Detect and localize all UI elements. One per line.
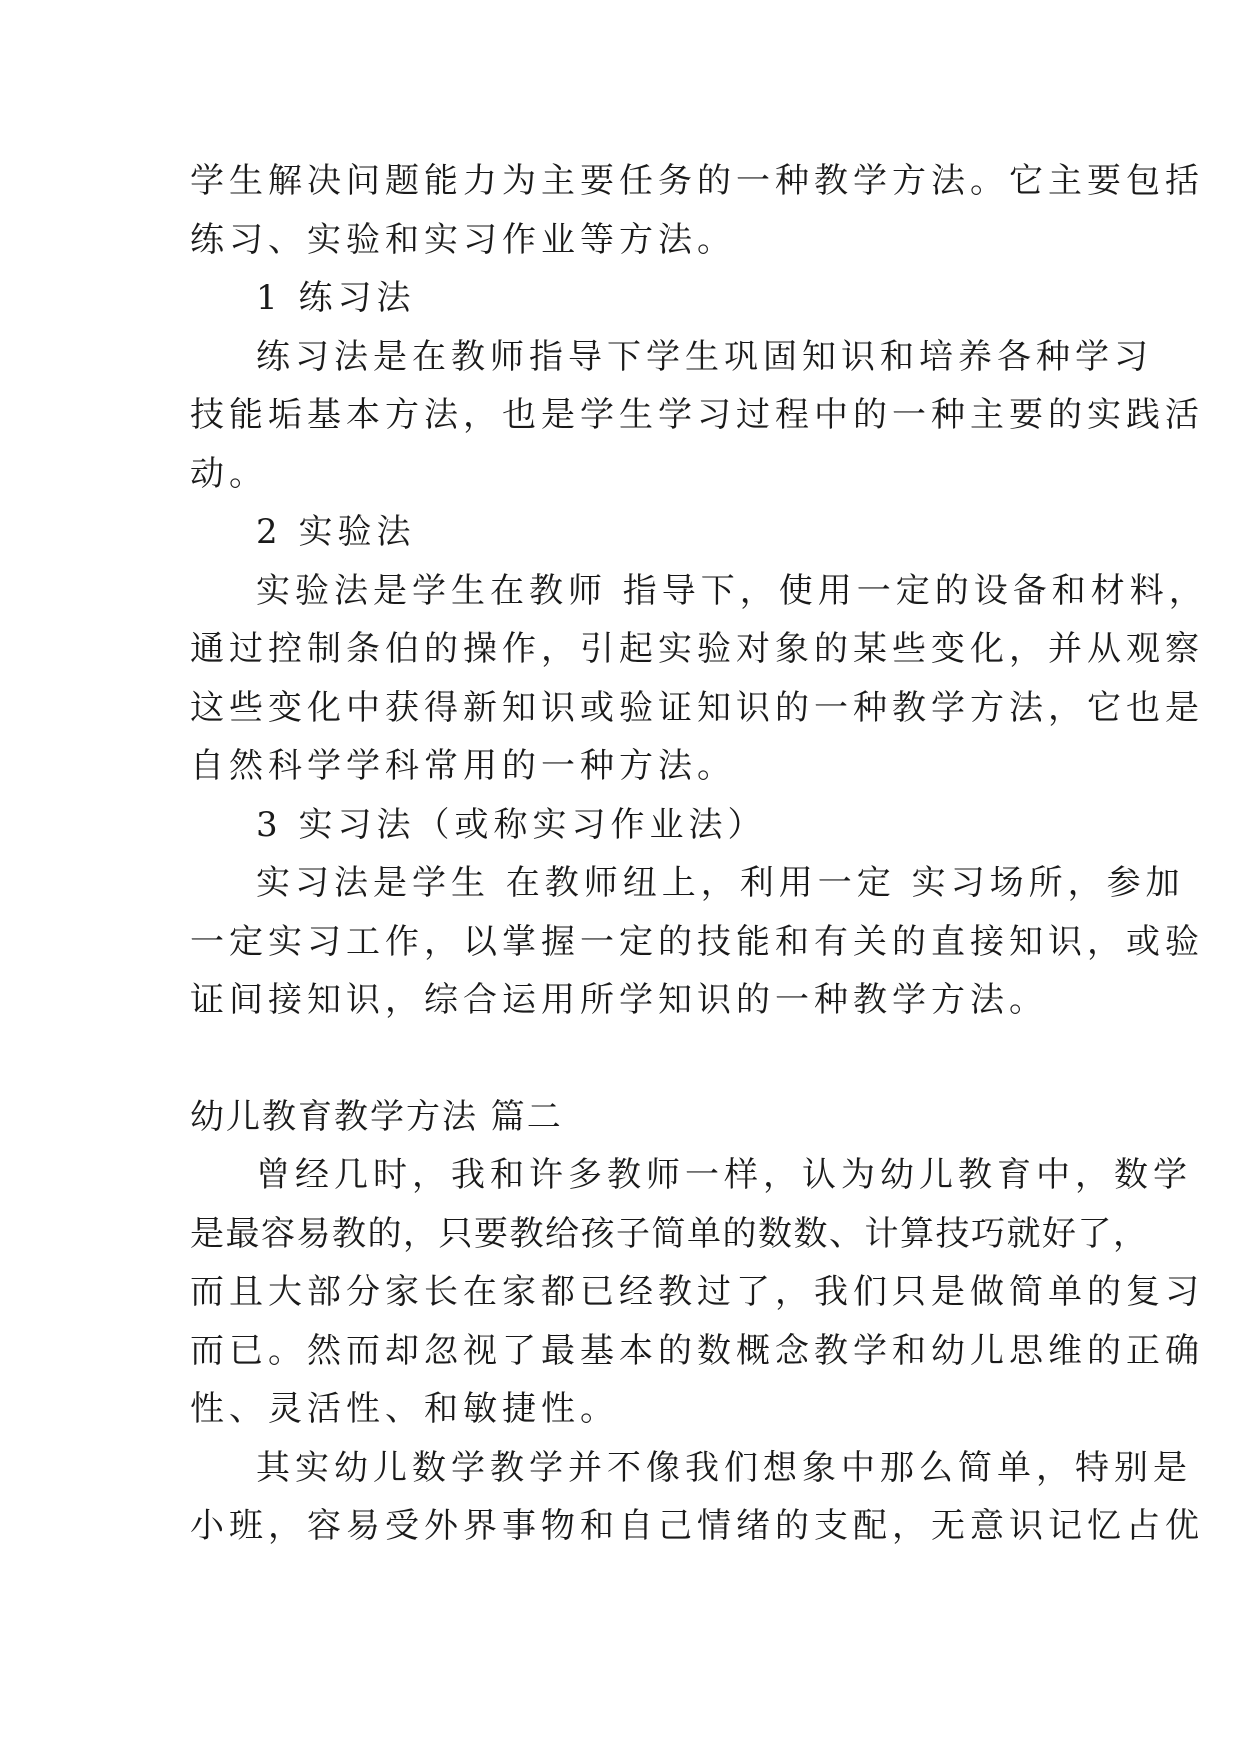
paragraph-line: 自然科学学科常用的一种方法。 bbox=[190, 746, 736, 786]
section-gap bbox=[190, 1030, 1060, 1088]
paragraph-line: 一定实习工作，以掌握一定的技能和有关的直接知识，或验 bbox=[190, 921, 1204, 962]
section-heading: 1 练习法 bbox=[256, 278, 416, 318]
paragraph-line: 性、灵活性、和敏捷性。 bbox=[190, 1389, 619, 1429]
paragraph-line: 动。 bbox=[190, 453, 268, 494]
paragraph-line: 通过控制条伯的操作，引起实验对象的某些变化，并从观察 bbox=[190, 629, 1204, 669]
paragraph-line: 练习法是在教师指导下学生巩固知识和培养各种学习 bbox=[256, 336, 1153, 377]
paragraph-line: 技能垢基本方法，也是学生学习过程中的一种主要的实践活 bbox=[190, 395, 1204, 435]
paragraph-line: 而且大部分家长在家都已经教过了，我们只是做简单的复习 bbox=[190, 1272, 1204, 1312]
paragraph-line: 练习、实验和实习作业等方法。 bbox=[190, 219, 736, 260]
section-heading: 3 实习法（或称实习作业法） bbox=[256, 804, 767, 845]
paragraph-line: 证间接知识，综合运用所学知识的一种教学方法。 bbox=[190, 980, 1048, 1020]
paragraph-line: 学生解决问题能力为主要任务的一种教学方法。它主要包括 bbox=[190, 161, 1204, 201]
paragraph-line: 曾经几时，我和许多教师一样，认为幼儿教育中，数学 bbox=[256, 1155, 1192, 1195]
paragraph-line: 小班，容易受外界事物和自己情绪的支配，无意识记忆占优 bbox=[190, 1506, 1204, 1546]
paragraph-line: 实习法是学生 在教师纽上，利用一定 实习场所，参加 bbox=[256, 863, 1185, 903]
paragraph-line: 实验法是学生在教师 指导下，使用一定的设备和材料， bbox=[256, 570, 1208, 611]
paragraph-line: 而已。然而却忽视了最基本的数概念教学和幼儿思维的正确 bbox=[190, 1330, 1204, 1371]
section-heading: 2 实验法 bbox=[256, 512, 416, 552]
article-title: 幼儿教育教学方法 篇二 bbox=[190, 1096, 563, 1137]
paragraph-line: 其实幼儿数学教学并不像我们想象中那么简单，特别是 bbox=[256, 1447, 1192, 1488]
document-page bbox=[190, 152, 1208, 1556]
paragraph-line: 是最容易教的，只要教给孩子简单的数数、计算技巧就好了， bbox=[190, 1213, 1149, 1254]
paragraph-line: 这些变化中获得新知识或验证知识的一种教学方法，它也是 bbox=[190, 687, 1204, 728]
